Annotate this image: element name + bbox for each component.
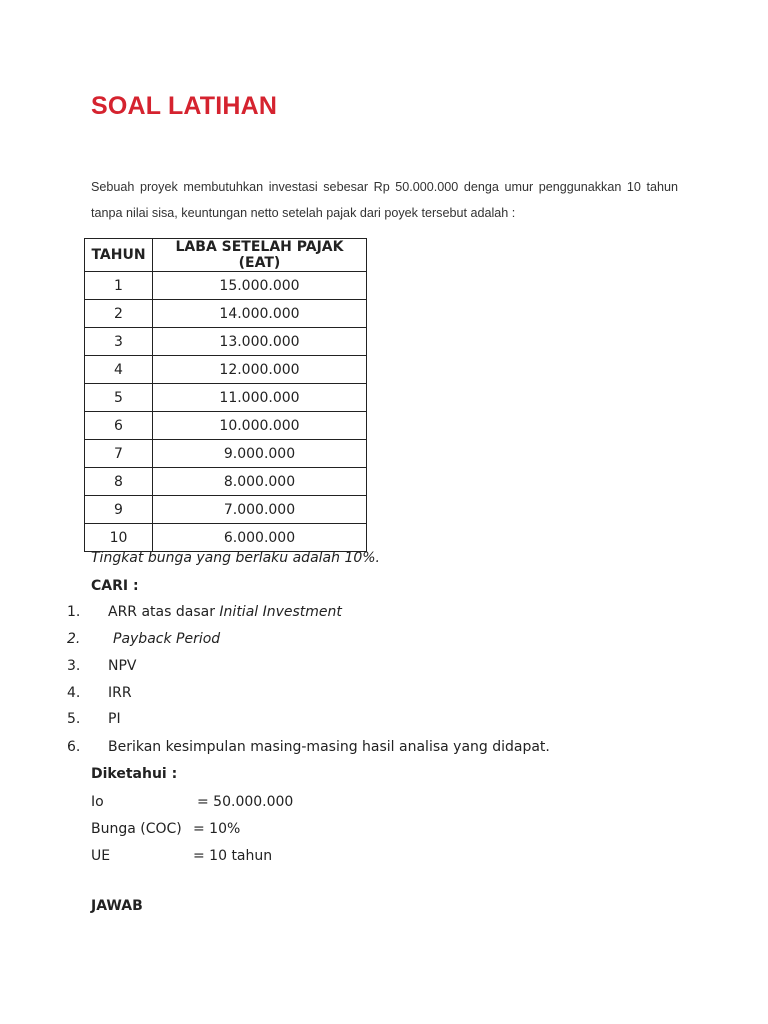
jawab-heading: JAWAB xyxy=(91,898,143,914)
known-value: = 10 tahun xyxy=(193,848,273,864)
task-text-italic: Initial Investment xyxy=(219,604,342,620)
cell-eat: 7.000.000 xyxy=(153,496,367,524)
task-item xyxy=(113,631,220,647)
cell-eat: 8.000.000 xyxy=(153,468,367,496)
cell-eat: 11.000.000 xyxy=(153,384,367,412)
task-item xyxy=(108,604,342,620)
interest-note: Tingkat bunga yang berlaku adalah 10%. xyxy=(91,550,381,566)
task-text: ARR atas dasar xyxy=(108,604,220,620)
header-eat: LABA SETELAH PAJAK (EAT) xyxy=(153,239,367,272)
cell-year: 5 xyxy=(85,384,153,412)
problem-intro: Sebuah proyek membutuhkan investasi sebesar Rp 50.000.000 denga umur penggunakkan 10 tahun tanpa nilai sisa, keuntungan netto setelah pajak dari poyek tersebut adalah : xyxy=(91,180,678,220)
diketahui-heading: Diketahui : xyxy=(91,766,178,782)
table-row xyxy=(85,440,367,468)
table-row xyxy=(85,356,367,384)
table-row xyxy=(85,496,367,524)
known-label: Bunga (COC) xyxy=(91,821,182,837)
task-number: 3. xyxy=(67,658,81,674)
cell-eat: 13.000.000 xyxy=(153,328,367,356)
table-row xyxy=(85,384,367,412)
cell-year: 6 xyxy=(85,412,153,440)
table-header-row xyxy=(85,239,367,272)
cell-eat: 12.000.000 xyxy=(153,356,367,384)
cell-year: 1 xyxy=(85,272,153,300)
table-row xyxy=(85,272,367,300)
task-number: 6. xyxy=(67,739,81,755)
task-number: 5. xyxy=(67,711,81,727)
known-label: Io xyxy=(91,794,104,810)
cell-year: 9 xyxy=(85,496,153,524)
table-row xyxy=(85,468,367,496)
known-value: = 10% xyxy=(193,821,241,837)
header-tahun: TAHUN xyxy=(85,239,153,272)
cell-year: 4 xyxy=(85,356,153,384)
cell-year: 8 xyxy=(85,468,153,496)
known-value: = 50.000.000 xyxy=(197,794,294,810)
cell-year: 3 xyxy=(85,328,153,356)
cell-year: 2 xyxy=(85,300,153,328)
cell-eat: 9.000.000 xyxy=(153,440,367,468)
table-row xyxy=(85,412,367,440)
task-item: IRR xyxy=(108,685,132,701)
task-number: 4. xyxy=(67,685,81,701)
cell-year: 10 xyxy=(85,524,153,552)
task-number: 1. xyxy=(67,604,81,620)
cari-heading: CARI : xyxy=(91,578,139,594)
cell-eat: 15.000.000 xyxy=(153,272,367,300)
table-row xyxy=(85,524,367,552)
task-item: Berikan kesimpulan masing-masing hasil analisa yang didapat. xyxy=(108,739,550,755)
table-row xyxy=(85,328,367,356)
cell-eat: 6.000.000 xyxy=(153,524,367,552)
task-text-italic: Payback Period xyxy=(113,631,221,647)
task-item: PI xyxy=(108,711,121,727)
known-label: UE xyxy=(91,848,111,864)
task-number: 2. xyxy=(67,631,81,647)
page-title: SOAL LATIHAN xyxy=(91,92,278,120)
cell-year: 7 xyxy=(85,440,153,468)
cell-eat: 10.000.000 xyxy=(153,412,367,440)
cell-eat: 14.000.000 xyxy=(153,300,367,328)
eat-table xyxy=(84,238,367,552)
table-row xyxy=(85,300,367,328)
task-item: NPV xyxy=(108,658,137,674)
